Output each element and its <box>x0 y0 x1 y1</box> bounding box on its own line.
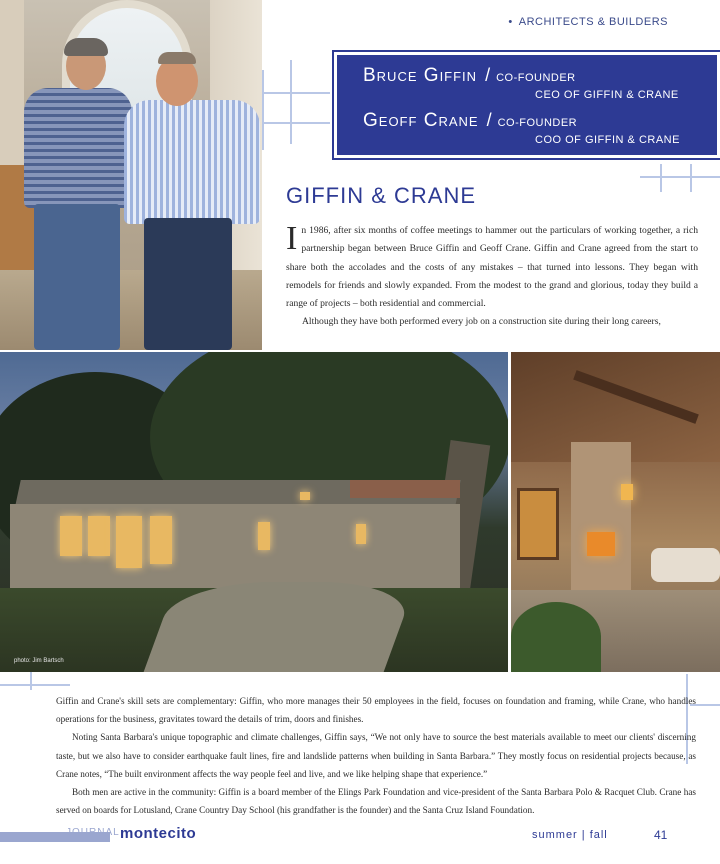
body-paragraph-1: Giffin and Crane's skill sets are complementary: Giffin, who more manages their 50 employees in the field, focuses on foundation and framing, while Crane, who handles operations for the business, gravitates toward the details of trim, doors and finishes. <box>56 696 696 725</box>
blueprint-line <box>0 684 70 686</box>
blueprint-line <box>690 164 692 192</box>
footer-brand: montecito <box>120 825 197 842</box>
blueprint-line <box>660 164 662 192</box>
blueprint-line <box>640 176 720 178</box>
blueprint-line <box>262 92 330 94</box>
intro-text <box>286 222 698 332</box>
portrait-photo <box>0 0 262 350</box>
blueprint-line <box>262 70 264 150</box>
dropcap: I <box>286 220 298 257</box>
footer-journal: JOURNAL <box>66 827 120 838</box>
person-geoff <box>124 100 260 224</box>
role-geoff-1: CO-FOUNDER <box>497 117 578 129</box>
article-headline: GIFFIN & CRANE <box>286 183 477 208</box>
intro-paragraph-1: n 1986, after six months of coffee meetings to hammer out the particulars of working together, a rich partnership began between Bruce Giffin and Geoff Crane. Giffin and Crane agreed from the start to share both the accolades and the costs of any mistakes – that turned into lessons. They began with remodels for friends and slowly expanded. From the modest to the grand and glorious, today they build a range of projects – both residential and commercial. <box>286 225 698 310</box>
blueprint-line <box>262 122 330 124</box>
house-exterior-photo <box>0 352 508 672</box>
page-number: 41 <box>654 828 668 842</box>
name-bruce: Bruce Giffin <box>363 65 478 86</box>
slash: / <box>486 110 492 130</box>
body-paragraph-2: Noting Santa Barbara's unique topographic and climate challenges, Giffin says, “We not only have to source the best materials available to meet our clients' discerning taste, but we also have to consider earthquake fault lines, fire and landslide patterns when building in Santa Barbara.” They mostly focus on residential projects because, as Crane notes, “The built environment affects the way people feel and live, and we like helping shape that experience.” <box>56 732 696 779</box>
role-bruce-1: CO-FOUNDER <box>496 72 576 84</box>
slash: / <box>485 65 491 85</box>
intro-paragraph-2: Although they have both performed every job on a construction site during their long careers, <box>302 316 661 328</box>
name-geoff: Geoff Crane <box>363 110 479 131</box>
names-box <box>334 52 720 158</box>
person-bruce <box>24 88 132 208</box>
interior-photo <box>511 352 720 672</box>
body-paragraph-3: Both men are active in the community: Giffin is a board member of the Elings Park Foundation and vice-president of the Santa Barbara Polo & Racquet Club. Crane has served on boards for Lotusland, Crane Country Day School (his grandfather is the founder) and the Santa Cruz Island Foundation. <box>56 787 696 816</box>
bullet-icon: • <box>508 16 513 28</box>
blueprint-line <box>290 60 292 144</box>
role-geoff-2: COO OF GIFFIN & CRANE <box>535 134 680 146</box>
body-text <box>56 692 696 819</box>
photo-credit: photo: Jim Bartsch <box>14 658 64 664</box>
section-label-text: ARCHITECTS & BUILDERS <box>518 16 668 28</box>
section-label <box>508 16 668 28</box>
role-bruce-2: CEO OF GIFFIN & CRANE <box>535 89 679 101</box>
footer-season: summer | fall <box>532 829 608 841</box>
